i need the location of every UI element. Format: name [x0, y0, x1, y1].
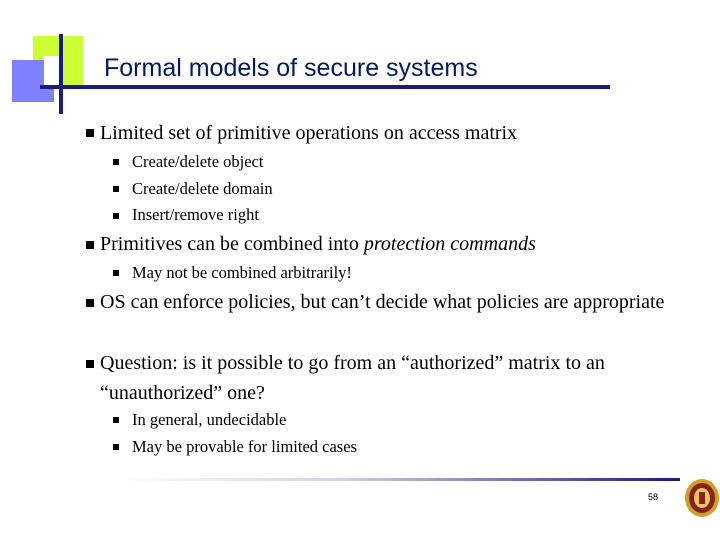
bullet-marker [86, 299, 94, 307]
bullet-primitives-text: Primitives can be combined into [100, 233, 364, 255]
footer-line [120, 478, 680, 481]
sub-bullet-marker [113, 417, 119, 423]
sub-bullet-marker [113, 186, 119, 192]
bullet-protection-commands: protection commands [363, 233, 536, 255]
sub-bullet-provable: May be provable for limited cases [132, 437, 357, 456]
sub-bullet-insert-remove-right: Insert/remove right [132, 205, 259, 224]
university-seal-icon [684, 478, 720, 518]
bullet-primitives-combined [100, 229, 700, 259]
slide-title: Formal models of secure systems [104, 54, 478, 82]
bullet-question: Question: is it possible to go from an “authorized” matrix to an “unauthorized” one? [100, 352, 605, 404]
bullet-marker [86, 129, 94, 137]
sub-bullet-create-delete-object: Create/delete object [132, 152, 264, 171]
sub-bullet-marker [113, 444, 119, 450]
sub-bullet-undecidable: In general, undecidable [132, 410, 287, 429]
sub-bullet-marker [113, 213, 119, 219]
sub-bullet-marker [113, 270, 119, 276]
bullet-marker [86, 360, 94, 368]
sub-bullet-not-arbitrary: May not be combined arbitrarily! [132, 263, 352, 282]
sub-bullet-marker [113, 159, 119, 165]
sub-bullet-create-delete-domain: Create/delete domain [132, 179, 273, 198]
page-number: 58 [648, 492, 659, 502]
bullet-primitive-operations: Limited set of primitive operations on access matrix [100, 122, 518, 144]
bullet-marker [86, 241, 94, 249]
bullet-os-policies: OS can enforce policies, but can’t decide what policies are appropriate [100, 291, 665, 313]
